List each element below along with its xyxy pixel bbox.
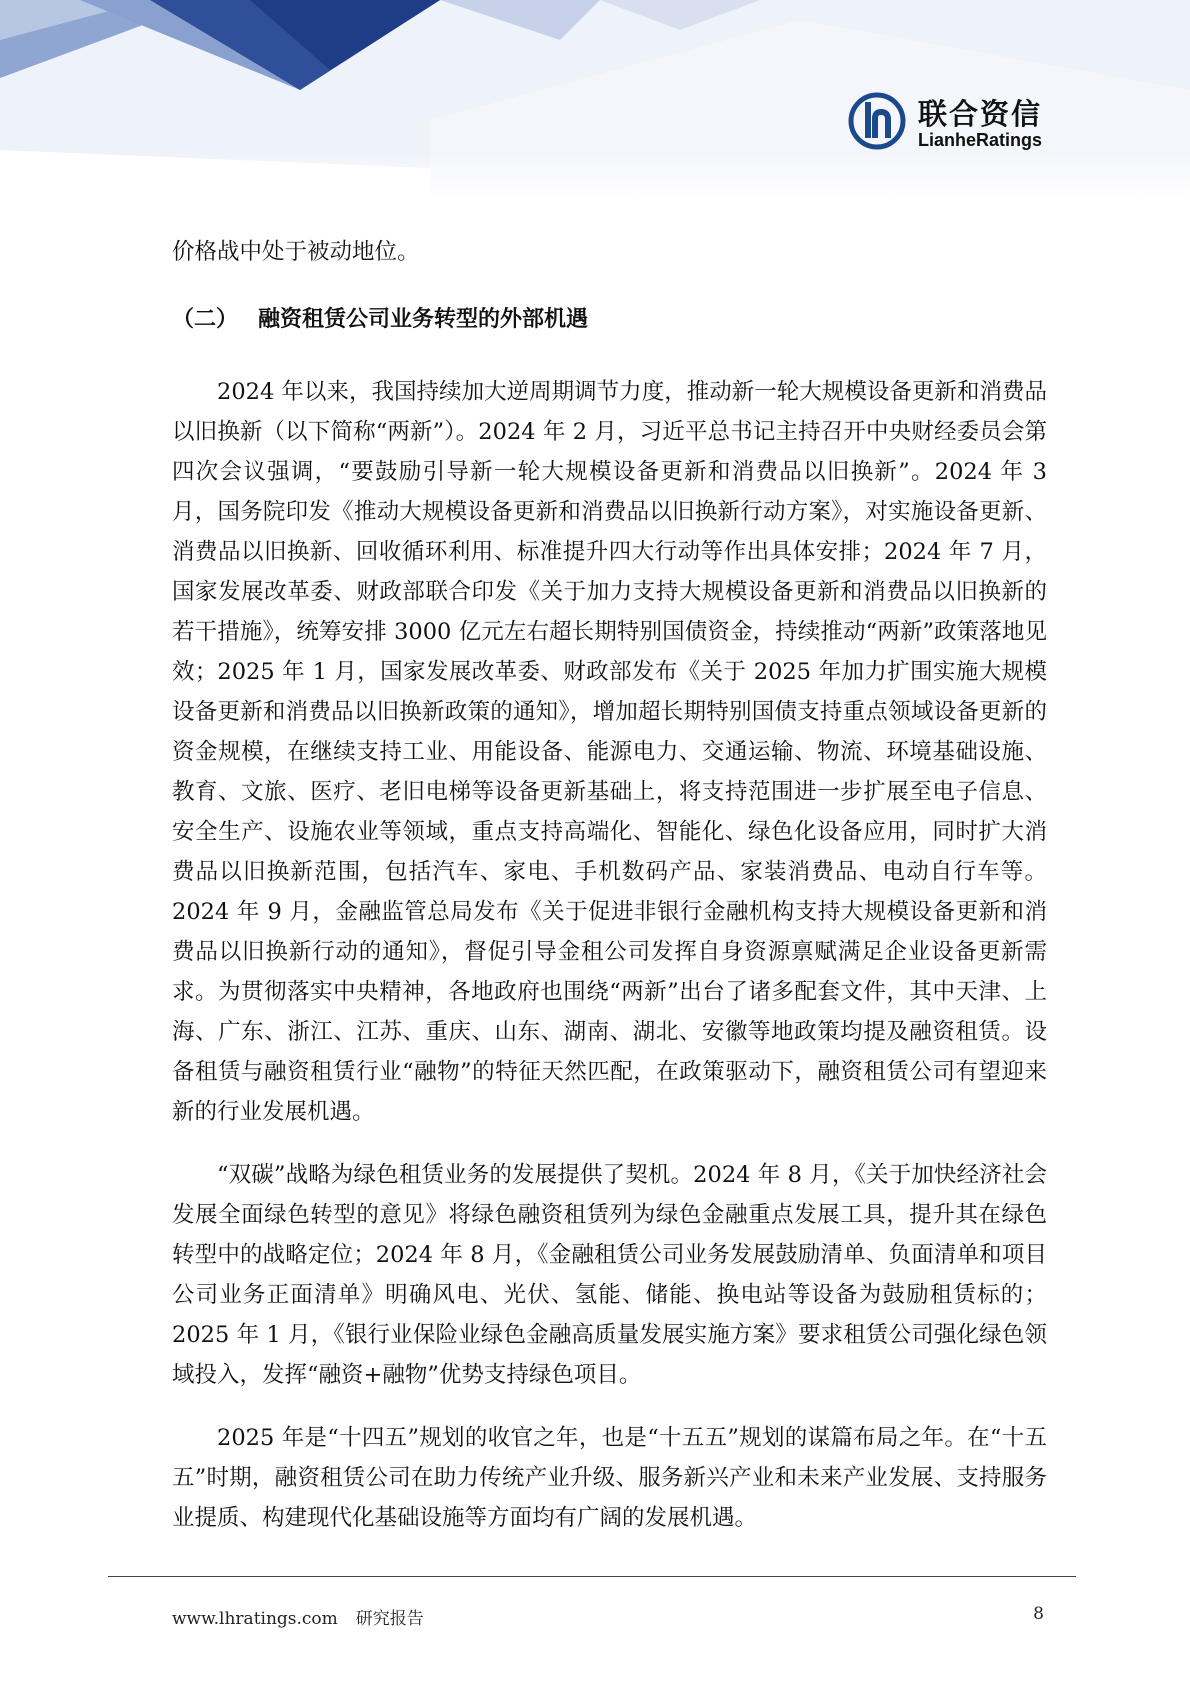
footer-website-link[interactable]: www.lhratings.com — [172, 1609, 338, 1629]
company-logo — [848, 92, 1048, 154]
paragraph-five-year-plan: 2025 年是“十四五”规划的收官之年，也是“十五五”规划的谋篇布局之年。在“十五五”时期，融资租赁公司在助力传统产业升级、服务新兴产业和未来产业发展、支持服务业提质、构建现代化基础设施等方面均有广阔的发展机遇。 — [172, 1425, 1047, 1531]
section-number: （二） — [172, 307, 239, 332]
footer-left — [172, 1604, 424, 1629]
logo-english-name: LianheRatings — [918, 130, 1043, 150]
footer-divider — [108, 1576, 1076, 1577]
page-body — [172, 232, 1047, 1561]
paragraph-two-new-policy: 2024 年以来，我国持续加大逆周期调节力度，推动新一轮大规模设备更新和消费品以旧换新（以下简称“两新”）。2024 年 2 月，习近平总书记主持召开中央财经委员会第四次会议强调，“要鼓励引导新一轮大规模设备更新和消费品以旧换新”。2024 年 3 月，国务院印发《推动大规模设备更新和消费品以旧换新行动方案》，对实施设备更新、消费品以旧换新、回收循环利用、标准提升四大行动等作出具体安排；2024 年 7 月，国家发展改革委、财政部联合印发《关于加力支持大规模设备更新和消费品以旧换新的若干措施》，统筹安排 3000 亿元左右超长期特别国债资金，持续推动“两新”政策落地见效；2025 年 1 月，国家发展改革委、财政部发布《关于 2025 年加力扩围实施大规模设备更新和消费品以旧换新政策的通知》，增加超长期特别国债支持重点领域设备更新的资金规模，在继续支持工业、用能设备、能源电力、交通运输、物流、环境基础设施、教育、文旅、医疗、老旧电梯等设备更新基础上，将支持范围进一步扩展至电子信息、安全生产、设施农业等领域，重点支持高端化、智能化、绿色化设备应用，同时扩大消费品以旧换新范围，包括汽车、家电、手机数码产品、家装消费品、电动自行车等。2024 年 9 月，金融监管总局发布《关于促进非银行金融机构支持大规模设备更新和消费品以旧换新行动的通知》，督促引导金租公司发挥自身资源禀赋满足企业设备更新需求。为贯彻落实中央精神，各地政府也围绕“两新”出台了诸多配套文件，其中天津、上海、广东、浙江、江苏、重庆、山东、湖南、湖北、安徽等地政策均提及融资租赁。设备租赁与融资租赁行业“融物”的特征天然匹配，在政策驱动下，融资租赁公司有望迎来新的行业发展机遇。 — [172, 379, 1047, 1125]
footer-doc-type: 研究报告 — [355, 1609, 424, 1629]
logo-chinese-name: 联合资信 — [918, 97, 1043, 131]
continued-text: 价格战中处于被动地位。 — [172, 239, 420, 265]
section-title: 融资租赁公司业务转型的外部机遇 — [258, 307, 589, 332]
section-heading — [172, 300, 1047, 340]
page-number: 8 — [1033, 1604, 1044, 1624]
lianhe-logo-icon — [848, 92, 906, 150]
paragraph-dual-carbon: “双碳”战略为绿色租赁业务的发展提供了契机。2024 年 8 月，《关于加快经济社会发展全面绿色转型的意见》将绿色融资租赁列为绿色金融重点发展工具，提升其在绿色转型中的战略定位；2024 年 8 月，《金融租赁公司业务发展鼓励清单、负面清单和项目公司业务正面清单》明确风电、光伏、氢能、储能、换电站等设备为鼓励租赁标的；2025 年 1 月，《银行业保险业绿色金融高质量发展实施方案》要求租赁公司强化绿色领域投入，发挥“融资+融物”优势支持绿色项目。 — [172, 1162, 1047, 1388]
